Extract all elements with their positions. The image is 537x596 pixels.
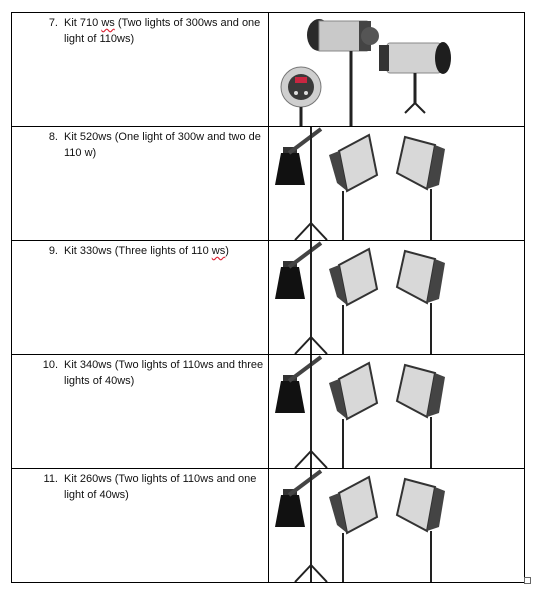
softbox-kit-photo bbox=[269, 127, 525, 240]
kit-description-cell bbox=[12, 13, 269, 127]
list-item bbox=[12, 13, 268, 47]
item-text bbox=[64, 15, 264, 47]
kit-photo-cell bbox=[268, 355, 524, 469]
softbox-kit-photo bbox=[269, 241, 525, 354]
kit-photo-cell bbox=[268, 241, 524, 355]
kit-photo-cell bbox=[268, 13, 524, 127]
softbox-kit-photo bbox=[269, 355, 525, 468]
list-item bbox=[12, 355, 268, 389]
kit-photo-cell bbox=[268, 469, 524, 583]
spellcheck-marked-text: ws bbox=[211, 245, 226, 257]
softbox-kit-photo bbox=[269, 469, 525, 582]
text-part: ) bbox=[225, 245, 229, 257]
list-item bbox=[12, 469, 268, 503]
item-number: 11. bbox=[43, 473, 58, 485]
text-part: Kit 340ws (Two lights of 110ws and three lights of 40ws) bbox=[64, 359, 264, 387]
item-number: 8. bbox=[48, 131, 58, 143]
table-row bbox=[12, 469, 525, 583]
table-end-marker bbox=[524, 577, 531, 584]
kit-description-cell bbox=[12, 469, 269, 583]
table-row bbox=[12, 127, 525, 241]
list-item bbox=[12, 127, 268, 161]
kit-description-cell bbox=[12, 127, 269, 241]
kit-photo-cell bbox=[268, 127, 524, 241]
kit-description-cell bbox=[12, 355, 269, 469]
item-number: 9. bbox=[48, 245, 58, 257]
spellcheck-marked-text: ws bbox=[101, 17, 115, 29]
item-text bbox=[64, 129, 264, 161]
studio-strobe-heads-photo bbox=[269, 13, 525, 126]
text-part: Kit 520ws (One light of 300w and two de 110 w) bbox=[64, 131, 261, 159]
text-part: Kit 710 bbox=[64, 17, 102, 29]
kit-description-cell bbox=[12, 241, 269, 355]
item-text bbox=[64, 471, 264, 503]
item-number: 10. bbox=[42, 359, 58, 371]
text-part: (Two lights of 300ws and one light of 110ws) bbox=[64, 17, 261, 45]
item-text bbox=[64, 243, 264, 259]
text-part: Kit 260ws (Two lights of 110ws and one light of 40ws) bbox=[64, 473, 257, 501]
item-text bbox=[64, 357, 264, 389]
text-part: Kit 330ws (Three lights of 110 bbox=[64, 245, 212, 257]
item-number: 7. bbox=[48, 17, 58, 29]
table-row bbox=[12, 355, 525, 469]
table-row bbox=[12, 13, 525, 127]
table-row bbox=[12, 241, 525, 355]
kit-table bbox=[11, 12, 525, 583]
list-item bbox=[12, 241, 268, 259]
